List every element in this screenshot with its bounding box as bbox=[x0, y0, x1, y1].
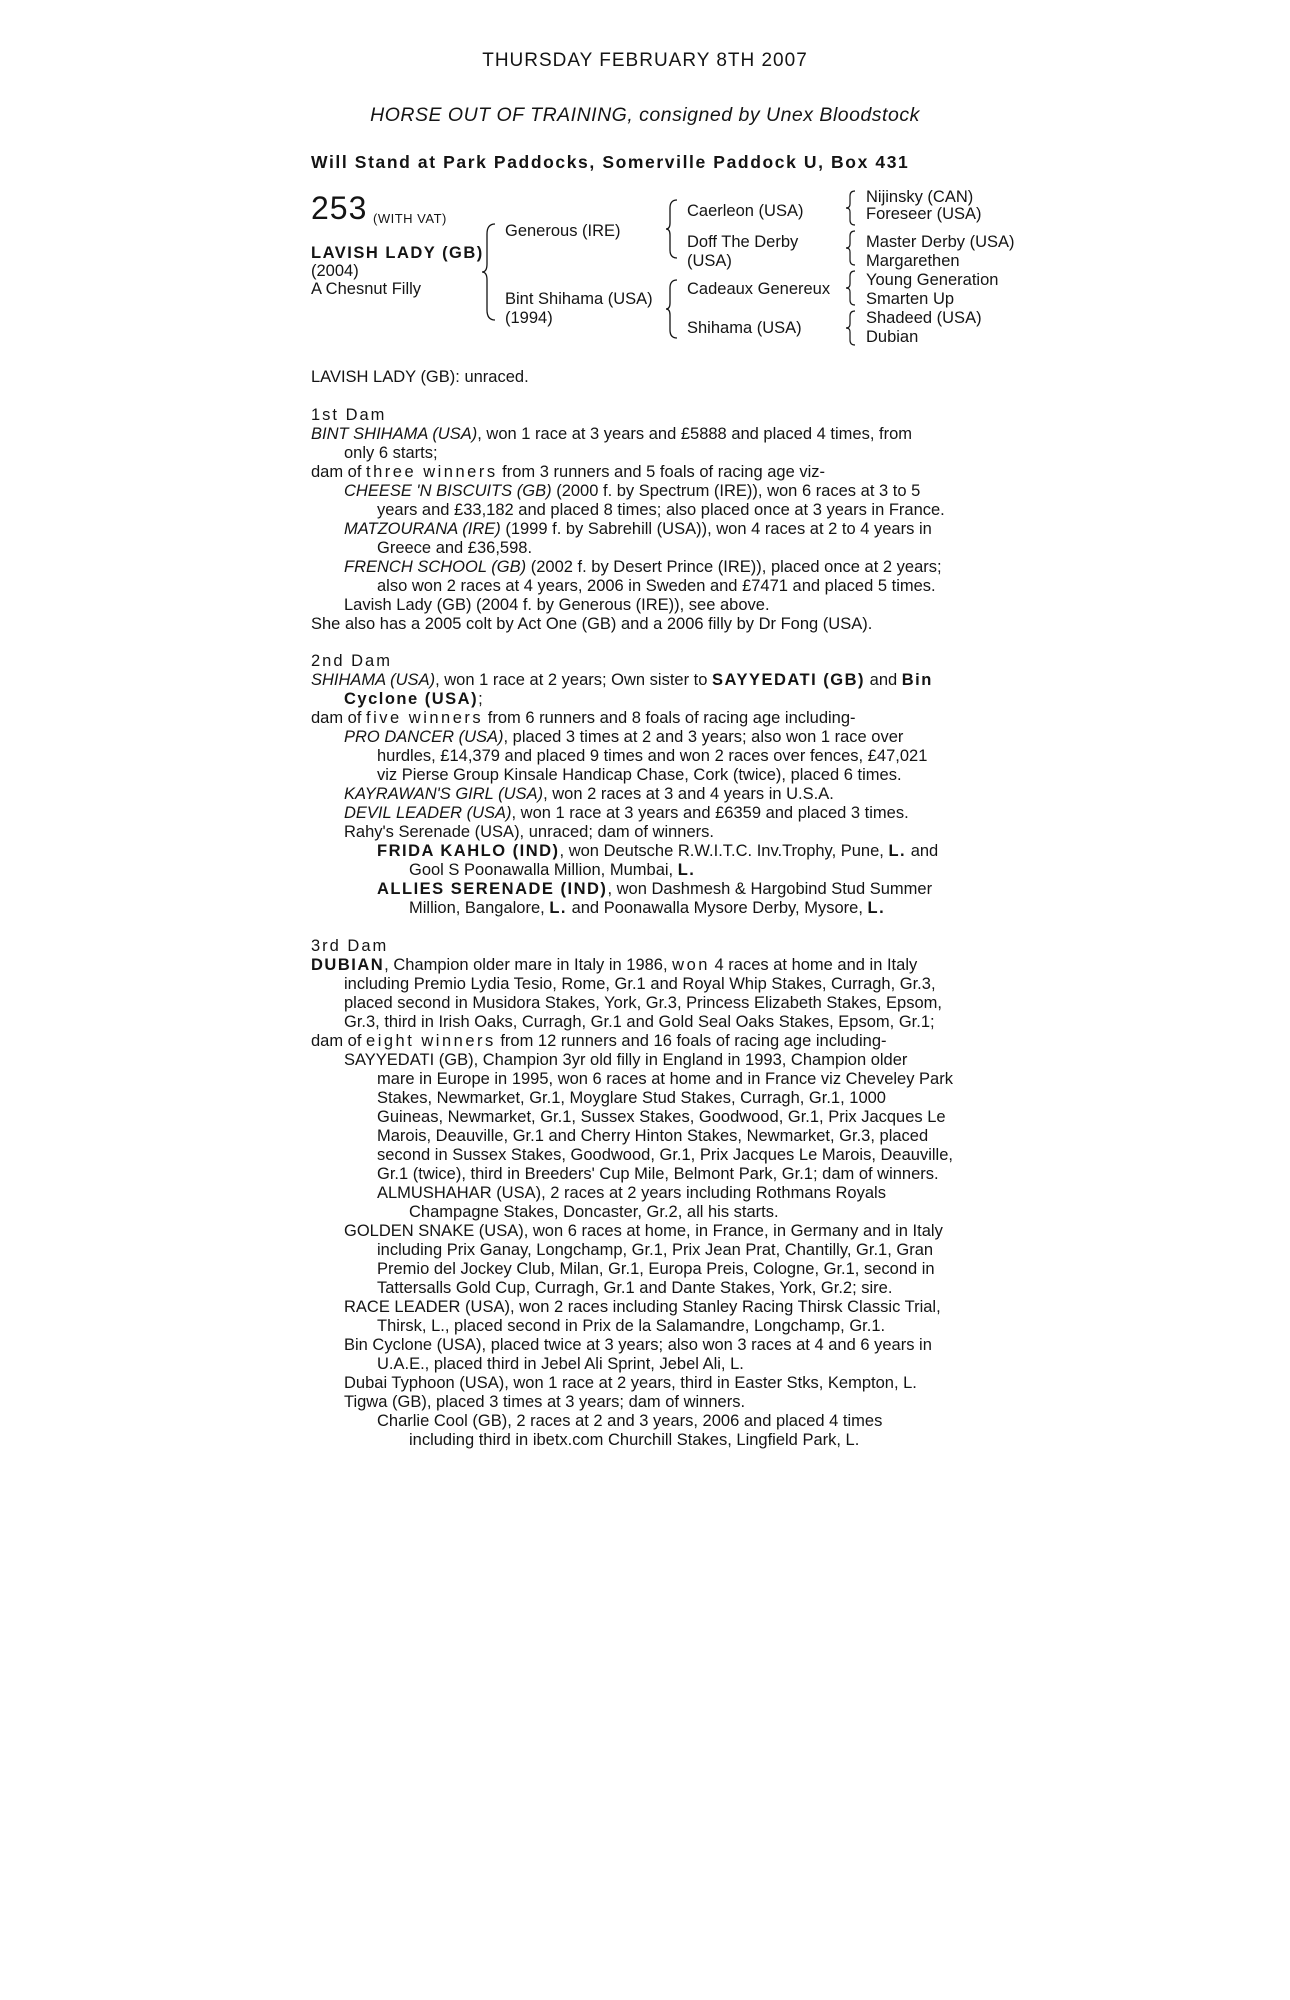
brace-icon bbox=[481, 222, 497, 322]
produce-entry: also won 2 races at 4 years, 2006 in Sweden and £7471 and placed 5 times. bbox=[377, 577, 936, 595]
produce-entry: Million, Bangalore, L. and Poonawalla Mysore Derby, Mysore, L. bbox=[409, 899, 886, 917]
produce-entry: FRENCH SCHOOL (GB) (2002 f. by Desert Prince (IRE)), placed once at 2 years; bbox=[344, 558, 942, 576]
dam-line: only 6 starts; bbox=[344, 444, 438, 462]
dam-line: placed second in Musidora Stakes, York, Gr.3, Princess Elizabeth Stakes, Epsom, bbox=[344, 994, 942, 1012]
brace-icon bbox=[845, 270, 857, 306]
granddam-4: Dubian bbox=[866, 328, 919, 346]
granddam-3: Smarten Up bbox=[866, 290, 955, 308]
vat-note: (WITH VAT) bbox=[373, 211, 447, 226]
produce-entry: DEVIL LEADER (USA), won 1 race at 3 years and £6359 and placed 3 times. bbox=[344, 804, 909, 822]
granddam-2: Margarethen bbox=[866, 252, 960, 270]
produce-entry: Greece and £36,598. bbox=[377, 539, 533, 557]
produce-entry: PRO DANCER (USA), placed 3 times at 2 and 3 years; also won 1 race over bbox=[344, 728, 904, 746]
dam-line: BINT SHIHAMA (USA), won 1 race at 3 years and £5888 and placed 4 times, from bbox=[311, 425, 912, 443]
produce-entry: SAYYEDATI (GB), Champion 3yr old filly in England in 1993, Champion older bbox=[344, 1051, 908, 1069]
brace-icon bbox=[665, 278, 679, 340]
dam-line: SHIHAMA (USA), won 1 race at 2 years; Own sister to SAYYEDATI (GB) and Bin bbox=[311, 671, 933, 689]
granddam-1: Foreseer (USA) bbox=[866, 205, 982, 223]
produce-entry: Lavish Lady (GB) (2004 f. by Generous (IRE)), see above. bbox=[344, 596, 770, 614]
brace-icon bbox=[665, 198, 679, 260]
produce-entry: Gool S Poonawalla Million, Mumbai, L. bbox=[409, 861, 696, 879]
section-heading: 1st Dam bbox=[311, 406, 387, 424]
dam-line: dam of five winners from 6 runners and 8 foals of racing age including- bbox=[311, 709, 856, 727]
dam-dam: Shihama (USA) bbox=[687, 319, 802, 337]
produce-entry: GOLDEN SNAKE (USA), won 6 races at home, in France, in Germany and in Italy bbox=[344, 1222, 943, 1240]
produce-entry: viz Pierse Group Kinsale Handicap Chase, Cork (twice), placed 6 times. bbox=[377, 766, 902, 784]
grandsire-1: Nijinsky (CAN) bbox=[866, 188, 974, 206]
produce-entry: years and £33,182 and placed 8 times; also placed once at 3 years in France. bbox=[377, 501, 945, 519]
race-record: LAVISH LADY (GB): unraced. bbox=[311, 368, 529, 386]
lot-number: 253 bbox=[311, 190, 368, 226]
produce-entry: Tigwa (GB), placed 3 times at 3 years; dam of winners. bbox=[344, 1393, 746, 1411]
produce-entry: Gr.1 (twice), third in Breeders' Cup Mile, Belmont Park, Gr.1; dam of winners. bbox=[377, 1165, 939, 1183]
produce-entry: ALMUSHAHAR (USA), 2 races at 2 years including Rothmans Royals bbox=[377, 1184, 886, 1202]
produce-entry: RACE LEADER (USA), won 2 races including Stanley Racing Thirsk Classic Trial, bbox=[344, 1298, 941, 1316]
dam: Bint Shihama (USA) bbox=[505, 290, 653, 308]
brace-icon bbox=[845, 310, 857, 346]
dam-line: including Premio Lydia Tesio, Rome, Gr.1 and Royal Whip Stakes, Curragh, Gr.3, bbox=[344, 975, 936, 993]
produce-entry: mare in Europe in 1995, won 6 races at home and in France viz Cheveley Park bbox=[377, 1070, 953, 1088]
produce-entry: FRIDA KAHLO (IND), won Deutsche R.W.I.T.C. Inv.Trophy, Pune, L. and bbox=[377, 842, 939, 860]
dam-line: dam of three winners from 3 runners and 5 foals of racing age viz- bbox=[311, 463, 826, 481]
produce-entry: hurdles, £14,379 and placed 9 times and won 2 races over fences, £47,021 bbox=[377, 747, 928, 765]
dam-line: Gr.3, third in Irish Oaks, Curragh, Gr.1 and Gold Seal Oaks Stakes, Epsom, Gr.1; bbox=[344, 1013, 935, 1031]
produce-entry: Thirsk, L., placed second in Prix de la Salamandre, Longchamp, Gr.1. bbox=[377, 1317, 886, 1335]
produce-entry: Tattersalls Gold Cup, Curragh, Gr.1 and Dante Stakes, York, Gr.2; sire. bbox=[377, 1279, 893, 1297]
section-heading: 3rd Dam bbox=[311, 937, 389, 955]
produce-entry: Guineas, Newmarket, Gr.1, Sussex Stakes, Goodwood, Gr.1, Prix Jacques Le bbox=[377, 1108, 946, 1126]
horse-name: LAVISH LADY (GB) bbox=[311, 244, 484, 262]
first-dam-section bbox=[311, 406, 981, 634]
produce-entry: Bin Cyclone (USA), placed twice at 3 years; also won 3 races at 4 and 6 years in bbox=[344, 1336, 932, 1354]
produce-entry: KAYRAWAN'S GIRL (USA), won 2 races at 3 and 4 years in U.S.A. bbox=[344, 785, 834, 803]
grandsire-2: Master Derby (USA) bbox=[866, 233, 1015, 251]
dam-line: Cyclone (USA); bbox=[344, 690, 483, 708]
produce-entry: U.A.E., placed third in Jebel Ali Sprint, Jebel Ali, L. bbox=[377, 1355, 744, 1373]
section-heading: 2nd Dam bbox=[311, 652, 392, 670]
produce-entry: Marois, Deauville, Gr.1 and Cherry Hinton Stakes, Newmarket, Gr.3, placed bbox=[377, 1127, 929, 1145]
sire: Generous (IRE) bbox=[505, 222, 621, 240]
dam-year: (1994) bbox=[505, 309, 553, 327]
produce-entry: Champagne Stakes, Doncaster, Gr.2, all his starts. bbox=[409, 1203, 779, 1221]
dam-line: She also has a 2005 colt by Act One (GB) and a 2006 filly by Dr Fong (USA). bbox=[311, 615, 873, 633]
dam-line: DUBIAN, Champion older mare in Italy in 1986, won 4 races at home and in Italy bbox=[311, 956, 918, 974]
dam-sire: Cadeaux Genereux bbox=[687, 280, 831, 298]
horse-description: A Chesnut Filly bbox=[311, 280, 422, 298]
sale-date: THURSDAY FEBRUARY 8TH 2007 bbox=[482, 50, 808, 71]
produce-entry: Rahy's Serenade (USA), unraced; dam of winners. bbox=[344, 823, 714, 841]
produce-entry: including third in ibetx.com Churchill Stakes, Lingfield Park, L. bbox=[409, 1431, 860, 1449]
grandsire-3: Young Generation bbox=[866, 271, 999, 289]
horse-year: (2004) bbox=[311, 262, 359, 280]
produce-entry: including Prix Ganay, Longchamp, Gr.1, Prix Jean Prat, Chantilly, Gr.1, Gran bbox=[377, 1241, 934, 1259]
dam-line: dam of eight winners from 12 runners and 16 foals of racing age including- bbox=[311, 1032, 887, 1050]
sire-dam: Doff The Derby bbox=[687, 233, 799, 251]
sire-dam-country: (USA) bbox=[687, 252, 732, 270]
sire-sire: Caerleon (USA) bbox=[687, 202, 804, 220]
produce-entry: Stakes, Newmarket, Gr.1, Moyglare Stud Stakes, Curragh, Gr.1, 1000 bbox=[377, 1089, 886, 1107]
lot-subtitle: HORSE OUT OF TRAINING, consigned by Unex Bloodstock bbox=[370, 104, 920, 126]
stand-location: Will Stand at Park Paddocks, Somerville Paddock U, Box 431 bbox=[311, 152, 910, 172]
produce-entry: CHEESE 'N BISCUITS (GB) (2000 f. by Spectrum (IRE)), won 6 races at 3 to 5 bbox=[344, 482, 921, 500]
grandsire-4: Shadeed (USA) bbox=[866, 309, 982, 327]
pedigree-block bbox=[311, 190, 1031, 350]
third-dam-section bbox=[311, 937, 981, 1450]
produce-entry: Charlie Cool (GB), 2 races at 2 and 3 years, 2006 and placed 4 times bbox=[377, 1412, 883, 1430]
second-dam-section bbox=[311, 652, 981, 918]
produce-entry: Premio del Jockey Club, Milan, Gr.1, Europa Preis, Cologne, Gr.1, second in bbox=[377, 1260, 935, 1278]
brace-icon bbox=[845, 230, 857, 266]
produce-entry: second in Sussex Stakes, Goodwood, Gr.1, Prix Jacques Le Marois, Deauville, bbox=[377, 1146, 953, 1164]
produce-entry: MATZOURANA (IRE) (1999 f. by Sabrehill (USA)), won 4 races at 2 to 4 years in bbox=[344, 520, 932, 538]
produce-entry: Dubai Typhoon (USA), won 1 race at 2 years, third in Easter Stks, Kempton, L. bbox=[344, 1374, 917, 1392]
produce-entry: ALLIES SERENADE (IND), won Dashmesh & Hargobind Stud Summer bbox=[377, 880, 933, 898]
brace-icon bbox=[845, 190, 857, 226]
